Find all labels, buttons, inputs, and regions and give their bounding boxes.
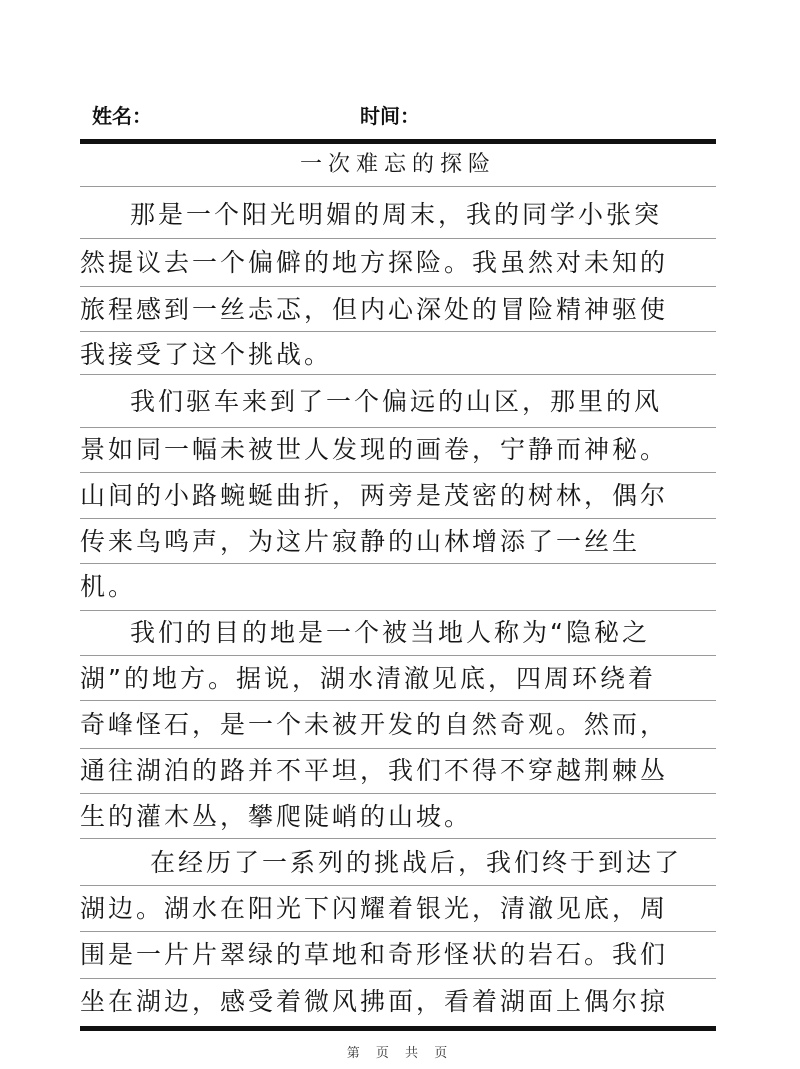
essay-line: 我们的目的地是一个被当地人称为“隐秘之 [130,618,650,647]
essay-line: 景如同一幅未被世人发现的画卷，宁静而神秘。 [80,435,669,464]
essay-title: 一次难忘的探险 [299,152,496,177]
essay-line: 生的灌木丛，攀爬陡峭的山坡。 [80,802,473,831]
essay-line: 我们驱车来到了一个偏远的山区，那里的风 [130,387,663,416]
ruled-line [80,885,716,886]
essay-line: 我接受了这个挑战。 [80,340,333,369]
page-footer: 第 页 共 页 [346,1046,454,1061]
header [92,100,712,132]
essay-line: 湖”的地方。据说，湖水清澈见底，四周环绕着 [80,664,656,693]
essay-line: 机。 [80,572,137,601]
name-label: 姓名： [92,104,152,128]
bottom-thick-rule [80,1026,716,1031]
essay-line: 旅程感到一丝忐忑，但内心深处的冒险精神驱使 [80,295,669,324]
essay-line: 山间的小路蜿蜒曲折，两旁是茂密的树林，偶尔 [80,481,669,510]
essay-line: 通往湖泊的路并不平坦，我们不得不穿越荆棘丛 [80,756,669,785]
ruled-line [80,286,716,287]
essay-line: 传来鸟鸣声，为这片寂静的山林增添了一丝生 [80,527,641,556]
essay-line: 然提议去一个偏僻的地方探险。我虽然对未知的 [80,248,669,277]
ruled-line [80,793,716,794]
essay-line: 那是一个阳光明媚的周末，我的同学小张突 [130,200,663,229]
essay-line: 奇峰怪石，是一个未被开发的自然奇观。然而， [80,710,669,739]
essay-line: 坐在湖边，感受着微风拂面，看着湖面上偶尔掠 [80,987,669,1016]
ruled-line [80,931,716,932]
ruled-line [80,978,716,979]
ruled-line [80,518,716,519]
essay-line: 湖边。湖水在阳光下闪耀着银光，清澈见底，周 [80,894,669,923]
ruled-line [80,472,716,473]
ruled-line [80,655,716,656]
ruled-line [80,238,716,239]
time-label: 时间： [360,104,420,128]
essay-line: 围是一片片翠绿的草地和奇形怪状的岩石。我们 [80,940,669,969]
essay-line: 在经历了一系列的挑战后，我们终于到达了 [150,848,683,877]
